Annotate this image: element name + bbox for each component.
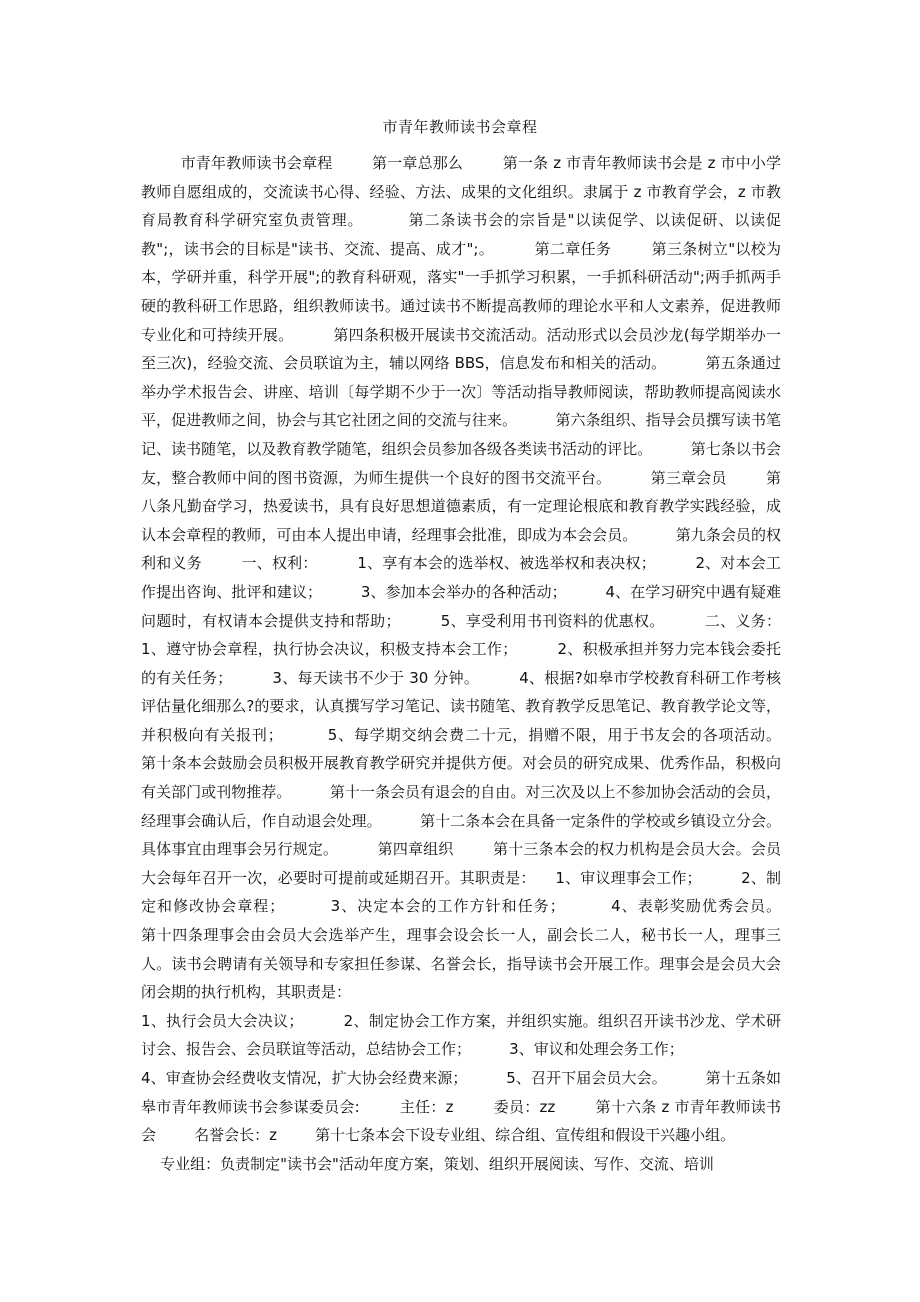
document-title: 市青年教师读书会章程 <box>382 118 538 136</box>
document-body: 市青年教师读书会章程 第一章总那么 第一条 z 市青年教师读书会是 z 市中小学教师自愿组成的，交流读书心得、经验、方法、成果的文化组织。隶属于 z 市教育学会，z 市教育局教育科学研究室负责管理。 第二条读书会的宗旨是"以读促学、以读促研、以读促教";，读书会的目标是"读书、交流、提高、成才";。 第二章任务 第三条树立"以校为本，学研并重，科学开展";的教育科研观，落实"一手抓学习积累，一手抓科研活动";两手抓两手硬的教科研工作思路，组织教师读书。通过读书不断提高教师的理论水平和人文素养，促进教师专业化和可持续开展。 第四条积极开展读书交流活动。活动形式以会员沙龙(每学期举办一至三次)，经验交流、会员联谊为主，辅以网络 BBS，信息发布和相关的活动。 第五条通过举办学术报告会、讲座、培训〔每学期不少于一次〕等活动指导教师阅读，帮助教师提高阅读水平，促进教师之间，协会与其它社团之间的交流与往来。 第六条组织、指导会员撰写读书笔记、读书随笔，以及教育教学随笔，组织会员参加各级各类读书活动的评比。 第七条以书会友，整合教师中间的图书资源，为师生提供一个良好的图书交流平台。 第三章会员 第八条凡勤奋学习，热爱读书，具有良好思想道德素质，有一定理论根底和教育教学实践经验，成认本会章程的教师，可由本人提出申请，经理事会批准，即成为本会会员。 第九条会员的权利和义务 一、权利： 1、享有本会的选举权、被选举权和表决权； 2、对本会工作提出咨询、批评和建议； 3、参加本会举办的各种活动； 4、在学习研究中遇有疑难问题时，有权请本会提供支持和帮助； 5、享受利用书刊资料的优惠权。 二、义务： 1、遵守协会章程，执行协会决议，积极支持本会工作； 2、积极承担并努力完本钱会委托的有关任务； 3、每天读书不少于 30 分钟。 4、根据?如皋市学校教育科研工作考核评估量化细那么?的要求，认真撰写学习笔记、读书随笔、教育教学反思笔记、教育教学论文等，并积极向有关报刊； 5、每学期交纳会费二十元，捐赠不限，用于书友会的各项活动。 第十条本会鼓励会员积极开展教育教学研究并提供方便。对会员的研究成果、优秀作品，积极向有关部门或刊物推荐。 第十一条会员有退会的自由。对三次及以上不参加协会活动的会员，经理事会确认后，作自动退会处理。 第十二条本会在具备一定条件的学校或乡镇设立分会。具体事宜由理事会另行规定。 第四章组织 第十三条本会的权力机构是会员大会。会员大会每年召开一次，必要时可提前或延期召开。其职责是： 1、审议理事会工作； 2、制定和修改协会章程； 3、决定本会的工作方针和任务； 4、表彰奖励优秀会员。 第十四条理事会由会员大会选举产生，理事会设会长一人，副会长二人，秘书长一人，理事三人。读书会聘请有关领导和专家担任参谋、名誉会长，指导读书会开展工作。理事会是会员大会闭会期的执行机构，其职责是： 1、执行会员大会决议； 2、制定协会工作方案，并组织实施。组织召开读书沙龙、学术研讨会、报告会、会员联谊等活动，总结协会工作； 3、审议和处理会务工作； 4、审查协会经费收支情况，扩大协会经费来源； 5、召开下届会员大会。 第十五条如皋市青年教师读书会参谋委员会: 主任：z 委员：zz 第十六条 z 市青年教师读书会 名誉会长：z 第十七条本会下设专业组、综合组、宣传组和假设干兴趣小组。 专业组：负责制定"读书会"活动年度方案，策划、组织开展阅读、写作、交流、培训 <box>141 154 781 1173</box>
